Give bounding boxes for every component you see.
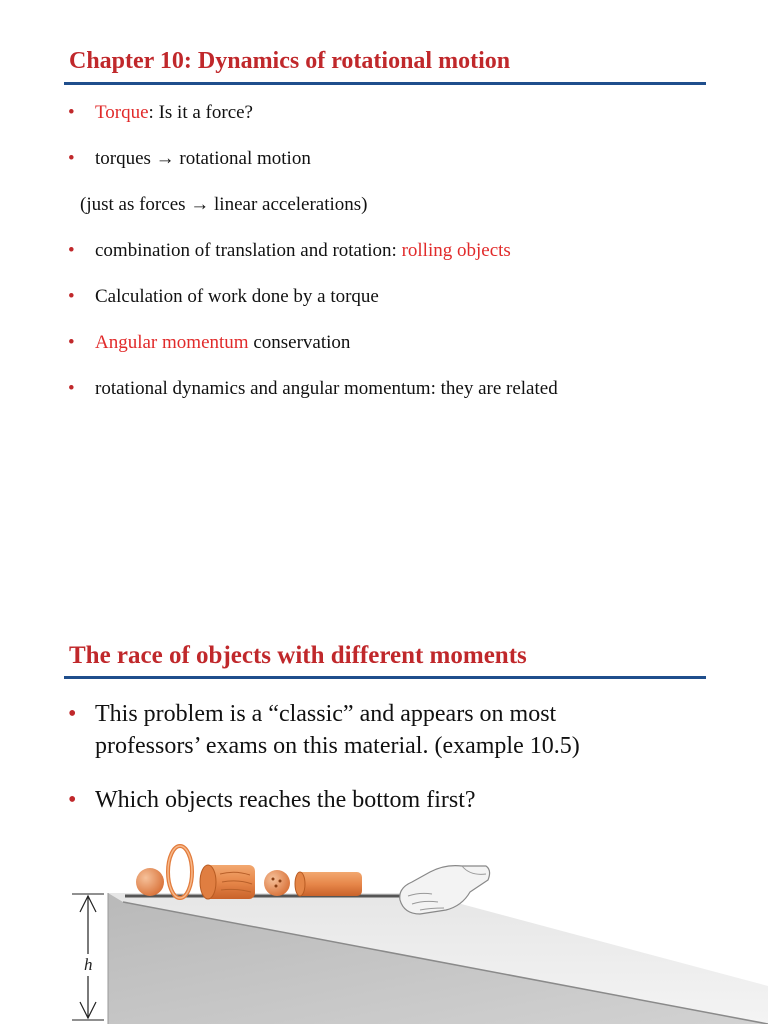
bullet-text: This problem is a “classic” and appears on most xyxy=(95,701,557,727)
bullet-text: : Is it a force? xyxy=(148,102,253,123)
bullet-dot: • xyxy=(68,148,75,169)
small-sphere xyxy=(264,870,290,896)
bullet-dot: • xyxy=(68,787,77,813)
solid-sphere xyxy=(136,868,164,896)
height-label: h xyxy=(84,955,93,974)
bullet-text: Which objects reaches the bottom first? xyxy=(95,787,476,813)
bullet-dot: • xyxy=(68,332,75,353)
hollow-cylinder xyxy=(296,872,362,896)
bullet-dot: • xyxy=(68,701,77,727)
slide-title: The race of objects with different moments xyxy=(69,642,527,669)
incline-race-figure xyxy=(0,836,768,1024)
bullet-dot: • xyxy=(68,378,75,399)
bullet-text: professors’ exams on this material. (example 10.5) xyxy=(95,733,580,759)
bullet-dot: • xyxy=(68,286,75,307)
incline-illustration xyxy=(0,836,768,1024)
bullet-dot: • xyxy=(68,102,75,123)
bullet-text: torques → rotational motion xyxy=(95,148,311,169)
title-rule xyxy=(64,82,706,85)
bullet-text: conservation xyxy=(248,332,351,353)
bullet-highlight: rolling objects xyxy=(401,240,511,261)
bullet-text: rotational dynamics and angular momentum: they are related xyxy=(95,378,558,399)
bullet-text: combination of translation and rotation: xyxy=(95,240,402,261)
slide-title: Chapter 10: Dynamics of rotational motion xyxy=(69,48,511,74)
bullet-highlight: Angular momentum xyxy=(95,332,249,353)
title-rule xyxy=(64,676,706,679)
bullet-text: Calculation of work done by a torque xyxy=(95,286,379,307)
hand-illustration xyxy=(400,866,490,914)
bullet-note: (just as forces → linear accelerations) xyxy=(80,194,368,215)
bullet-dot: • xyxy=(68,240,75,261)
bullet-highlight: Torque xyxy=(95,102,149,123)
slide-race-of-objects xyxy=(0,620,768,1024)
